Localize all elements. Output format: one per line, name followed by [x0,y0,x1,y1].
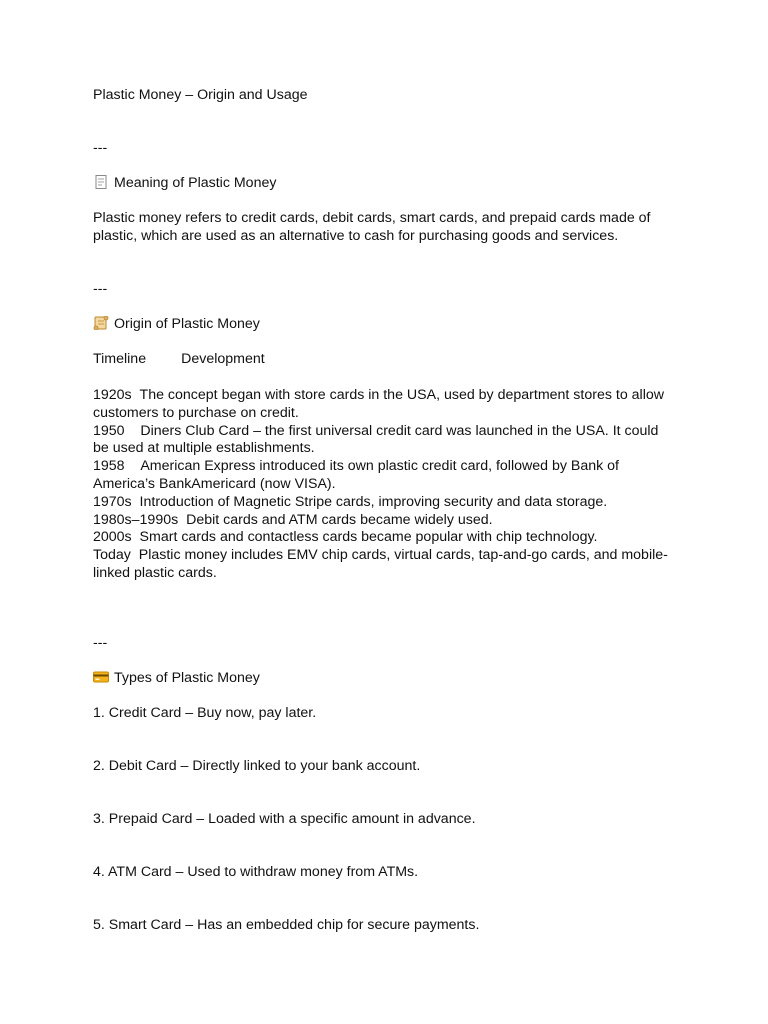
timeline-entry [93,547,678,583]
timeline-entry [93,529,678,547]
timeline-entry [93,423,678,459]
separator: --- [93,635,108,651]
meaning-heading-text: Meaning of Plastic Money [114,175,277,191]
scroll-icon [93,316,109,330]
list-item: 5. Smart Card – Has an embedded chip for secure payments. [93,917,480,933]
timeline-year: Today [93,547,131,564]
origin-heading-text: Origin of Plastic Money [114,316,260,332]
development-column-header: Development [181,351,265,367]
list-item: 1. Credit Card – Buy now, pay later. [93,705,317,721]
meaning-paragraph: Plastic money refers to credit cards, debit cards, smart cards, and prepaid cards made of plastic, which are used as an alternative to cash for purchasing goods and services. [93,210,651,244]
timeline-text: American Express introduced its own plastic credit card, followed by Bank of America’s BankAmericard (now VISA). [93,458,619,492]
receipt-icon [93,175,109,189]
list-item: 4. ATM Card – Used to withdraw money from ATMs. [93,864,419,880]
timeline-year: 1950 [93,422,125,439]
timeline-text: Smart cards and contactless cards became popular with chip technology. [139,529,598,546]
separator: --- [93,140,108,156]
timeline-text: Diners Club Card – the first universal credit card was launched in the USA. It could be used at multiple establishments. [93,422,659,457]
origin-heading [93,316,260,333]
timeline-entry [93,387,678,423]
meaning-heading [93,175,276,192]
types-heading-text: Types of Plastic Money [114,670,260,686]
timeline-header [93,351,265,368]
credit-card-icon [93,670,109,684]
types-heading [93,670,260,687]
list-item: 3. Prepaid Card – Loaded with a specific amount in advance. [93,811,476,827]
timeline-text: The concept began with store cards in the USA, used by department stores to allow customers to purchase on credit. [93,387,664,421]
timeline-entry [93,512,678,530]
timeline-year: 1920s [93,387,132,403]
timeline-year: 2000s [93,529,132,546]
separator: --- [93,281,108,297]
timeline-text: Plastic money includes EMV chip cards, virtual cards, tap-and-go cards, and mobile-linked plastic cards. [93,547,668,581]
timeline-column-header: Timeline [93,351,147,367]
timeline-year: 1958 [93,458,125,475]
timeline-text: Debit cards and ATM cards became widely used. [186,511,493,528]
document-title: Plastic Money – Origin and Usage [93,87,308,103]
timeline-entry [93,458,678,494]
timeline-text: Introduction of Magnetic Stripe cards, improving security and data storage. [139,493,608,510]
timeline-year: 1980s–1990s [93,511,179,528]
timeline-list [93,387,678,583]
timeline-year: 1970s [93,493,132,510]
list-item: 2. Debit Card – Directly linked to your bank account. [93,758,421,774]
timeline-entry [93,494,678,512]
